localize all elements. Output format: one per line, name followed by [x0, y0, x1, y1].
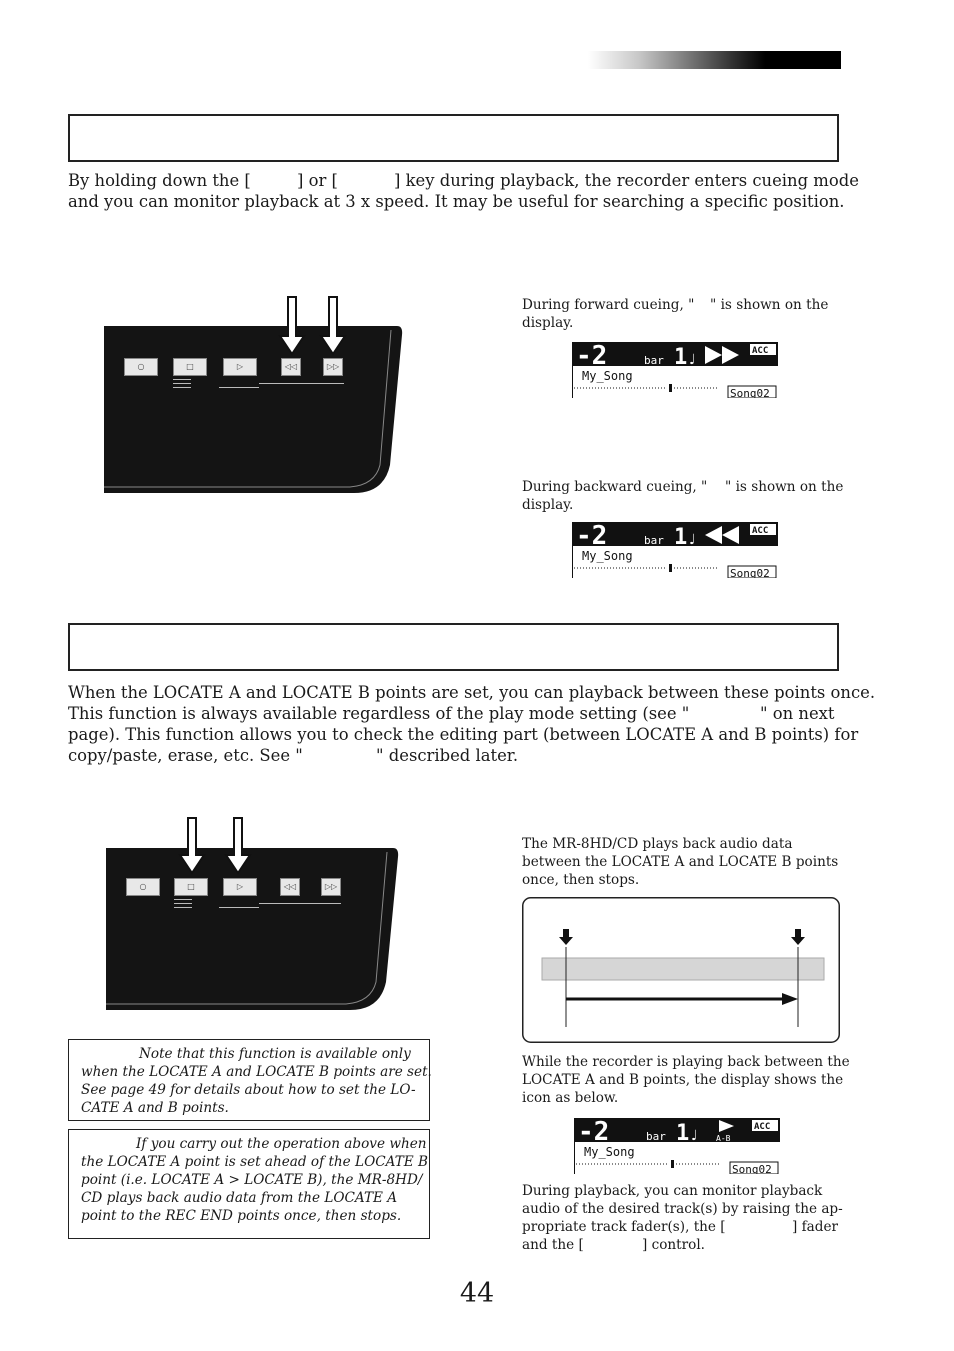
ab-plays-caption: The MR-8HD/CD plays back audio data between the LOCATE A and LOCATE B points once, then stops.: [522, 836, 839, 888]
forward-cueing-caption: During forward cueing, " " is shown on the display.: [522, 297, 829, 331]
svg-text:bar: bar: [644, 534, 664, 547]
svg-text:My_Song: My_Song: [582, 549, 633, 563]
lcd-counter: -2: [576, 342, 608, 371]
rewind-key[interactable]: ◁◁: [281, 358, 301, 376]
svg-text:1: 1: [674, 525, 688, 550]
stop-key[interactable]: □: [174, 878, 208, 896]
arrow-down-icon: [180, 818, 204, 873]
press-arrows-cueing: [278, 296, 348, 356]
play-key[interactable]: ▷: [223, 878, 257, 896]
note-icon: ♩: [689, 352, 696, 368]
cueing-intro-paragraph: [68, 170, 859, 212]
rewind-key[interactable]: ◁◁: [280, 878, 300, 896]
cueing-intro-text-1a: By holding down the [: [68, 171, 251, 190]
transport-panel-illustration-2: [106, 847, 406, 1012]
record-key[interactable]: ○: [124, 358, 158, 376]
fast-forward-key[interactable]: ▷▷: [321, 878, 341, 896]
note-box-availability: Note that this function is available only when the LOCATE A and LOCATE B points are set. See page 49 for details about how to set the LO- CATE A and B points.: [68, 1039, 430, 1121]
svg-text:Song02: Song02: [730, 567, 770, 578]
ab-playback-intro-paragraph: When the LOCATE A and LOCATE B points are set, you can playback between these points once. This function is always available regardless of the play mode setting (see " " on next page). This function allows you to check the editing part (between LOCATE A and B points) for copy/paste, erase, etc. See " " described later.: [68, 683, 876, 765]
svg-text:-2: -2: [578, 1118, 610, 1147]
arrow-down-icon: [226, 818, 250, 873]
section-heading-box-cueing: [68, 114, 839, 162]
record-key[interactable]: ○: [126, 878, 160, 896]
svg-text:1: 1: [676, 1121, 690, 1146]
ab-range-diagram: [522, 897, 840, 1043]
header-gradient-bar: [588, 51, 841, 69]
svg-text:ACC: ACC: [754, 1122, 771, 1132]
lcd-display-ab-play: [574, 1118, 780, 1174]
transport-panel-illustration-1: [104, 325, 404, 495]
lcd-song-number: Song02: [730, 387, 770, 398]
section-heading-box-ab-playback: [68, 623, 839, 671]
svg-text:Song02: Song02: [732, 1163, 772, 1174]
backward-cueing-caption: During backward cueing, " " is shown on the display.: [522, 479, 844, 513]
lcd-display-backward-cue: [572, 522, 778, 578]
svg-text:-2: -2: [576, 522, 608, 551]
panel-body-1: [104, 325, 404, 495]
svg-text:ACC: ACC: [752, 526, 769, 536]
fast-forward-key[interactable]: ▷▷: [323, 358, 343, 376]
play-key[interactable]: ▷: [223, 358, 257, 376]
svg-text:bar: bar: [646, 1130, 666, 1143]
cueing-intro-text-1c: ] key during playback, the recorder enters cueing mode: [394, 171, 859, 190]
arrow-down-icon: [280, 297, 304, 354]
note-box-locate-order: If you carry out the operation above when the LOCATE A point is set ahead of the LOCATE B point (i.e. LOCATE A > LOCATE B), the MR-8HD/ CD plays back audio data from the LOCATE A point to the REC END points once, then stops.: [68, 1129, 430, 1239]
lcd-acc-badge: ACC: [752, 346, 769, 356]
page-number: 44: [459, 1278, 495, 1309]
note-icon: ♩: [691, 1128, 698, 1144]
lcd-song-name: My_Song: [582, 369, 633, 383]
lcd-beat: 1: [674, 345, 688, 370]
stop-key[interactable]: □: [173, 358, 207, 376]
svg-text:My_Song: My_Song: [584, 1145, 635, 1159]
ab-while-caption: While the recorder is playing back between the LOCATE A and B points, the display shows the icon as below.: [522, 1054, 850, 1106]
arrow-down-icon: [321, 297, 345, 354]
cueing-intro-text-2: and you can monitor playback at 3 x speed. It may be useful for searching a specific position.: [68, 192, 845, 211]
lcd-bar-label: bar: [644, 354, 664, 367]
cueing-intro-text-1b: ] or [: [297, 171, 338, 190]
lcd-display-forward-cue: [572, 342, 778, 398]
lcd-ab-label: A-B: [716, 1134, 731, 1143]
note-icon: ♩: [689, 532, 696, 548]
ab-monitor-paragraph: During playback, you can monitor playback audio of the desired track(s) by raising the ap- propriate track fader(s), the [ ] fader and the [ ] control.: [522, 1183, 843, 1253]
panel-body-2: [106, 847, 406, 1012]
press-arrows-ab: [178, 817, 253, 875]
